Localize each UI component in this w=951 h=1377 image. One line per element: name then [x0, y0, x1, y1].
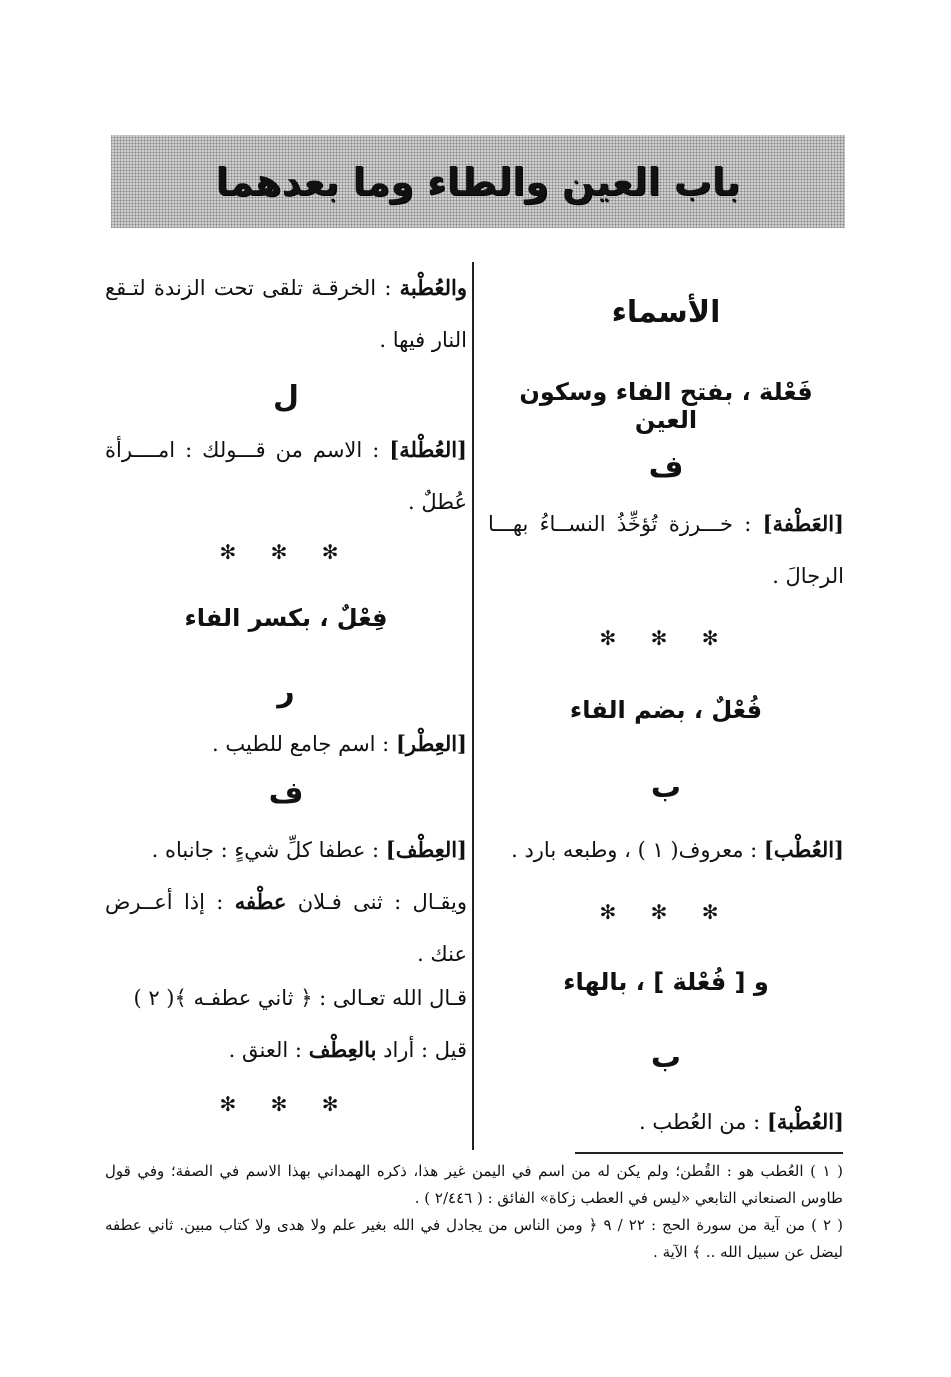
entry-itf-usage [105, 876, 467, 980]
entry-itf [105, 824, 467, 876]
letter-ra: ر [277, 674, 295, 709]
letter-fa: ف [268, 776, 304, 811]
entry-term: [العُطْب] [763, 837, 844, 862]
entry-term: [العِطْف] [385, 837, 467, 862]
asterism-divider: ✻ ✻ ✻ [219, 540, 353, 564]
entry-term: بالعِطْف [308, 1037, 377, 1062]
asterism-divider: ✻ ✻ ✻ [599, 900, 733, 924]
entry-definition: : الاسم من قـــولك : امــــرأة عُطلٌ . [105, 438, 467, 514]
chapter-title: باب العين والطاء وما بعدهما [215, 159, 741, 204]
entry-utb [488, 824, 844, 876]
entry-definition: : معروف( ١ ) ، وطبعه بارد . [511, 838, 758, 862]
entry-definition: : عطفا كلِّ شيءٍ : جانباه . [151, 838, 380, 862]
heading-fathah: فَعْلة ، بفتح الفاء وسكون العين [519, 378, 813, 434]
entry-utba [488, 1096, 844, 1148]
asterism-divider: ✻ ✻ ✻ [599, 626, 733, 650]
entry-term: [العِطْر] [395, 731, 467, 756]
entry-term: والعُطْبة [399, 275, 467, 300]
letter-fa: ف [648, 450, 684, 485]
entry-text: قيل : أراد [383, 1038, 467, 1062]
footnote-rule [575, 1152, 843, 1154]
column-divider [472, 262, 474, 1150]
entry-term: [العُطْبة] [766, 1109, 844, 1134]
entry-utba-cloth [105, 262, 467, 366]
entry-neck-meaning [105, 1024, 467, 1076]
entry-definition: : الخرقـة تلقى تحت الزندة لتـقع النار فيها . [105, 276, 467, 352]
entry-atfa [488, 498, 844, 602]
entry-text: : العنق . [228, 1038, 302, 1062]
entry-term: عطْفه [234, 889, 287, 914]
entry-text: ويقـال : ثنى فـلان [297, 890, 467, 914]
letter-ba: ب [650, 770, 682, 805]
heading-kasrah: فِعْلٌ ، بكسر الفاء [184, 604, 388, 632]
entry-text: : إذا أعــرض عنك . [105, 890, 467, 966]
entry-term: [العُطْلة] [389, 437, 467, 462]
entry-term: [العَطْفة] [762, 511, 844, 536]
letter-ba: ب [650, 1040, 682, 1075]
footnotes [105, 1158, 843, 1266]
letter-lam: ل [272, 380, 300, 415]
asterism-divider: ✻ ✻ ✻ [219, 1092, 353, 1116]
entry-itr [105, 718, 467, 770]
entry-definition: : خـــرزة تُؤخِّذُ النســاءُ بهـــا الرجالَ . [488, 512, 844, 588]
chapter-banner [111, 135, 845, 228]
footnote-2: ( ٢ ) من آية من سورة الحج : ٢٢ / ٩ ﴿ ومن الناس من يجادل في الله بغير علم ولا هدى ولا كتاب مبين. ثاني عطفه ليضل عن سبيل الله .. ﴾ الآية . [105, 1216, 843, 1261]
section-title-nouns: الأسماء [611, 295, 721, 330]
entry-definition: : من العُطب . [639, 1110, 761, 1134]
entry-definition: : اسم جامع للطيب . [212, 732, 390, 756]
entry-utla [105, 424, 467, 528]
entry-quran-quote: قـال الله تعـالى : ﴿ ثاني عطفـه ﴾( ٢ ) [133, 986, 467, 1010]
heading-with-ha: و [ فُعْلة ] ، بالهاء [563, 968, 769, 996]
heading-dammah: فُعْلٌ ، بضم الفاء [569, 696, 763, 724]
footnote-1: ( ١ ) العُطب هو : القُطن؛ ولم يكن له من اسم في اليمن غير هذا، ذكره الهمداني بهذا الاسم في الصفة؛ وفي قول طاوس الصنعاني التابعي «ليس في العطب زكاة» الفائق : ( ٢/٤٤٦ ) . [105, 1162, 844, 1207]
